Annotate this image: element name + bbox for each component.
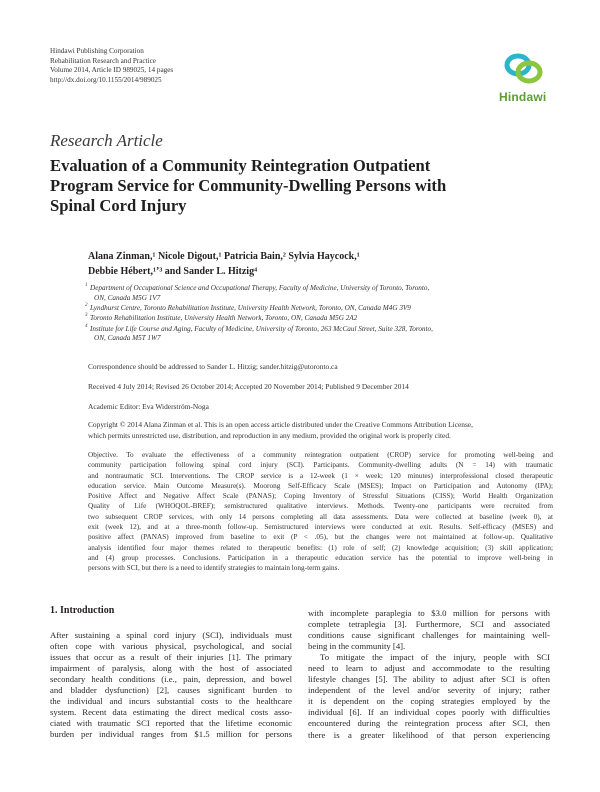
affiliation-line: Toronto Rehabilitation Institute, University Health Network, Toronto, ON, Canada M5G 2A2 [90,314,358,323]
hindawi-logo-text: Hindawi [499,90,547,104]
author-line: Alana Zinman,¹ Nicole Digout,¹ Patricia Bain,² Sylvia Haycock,¹ [88,251,360,262]
abstract-line: exit (week 12), and at a three-month follow-up. Semistructured interviews were conducted at exit. Results. Self-efficacy (MSES) and [88,523,553,532]
article-title [50,156,510,215]
body-line: being in the community [4]. [308,641,406,652]
journal-volume: Volume 2014, Article ID 989025, 14 pages [50,66,174,75]
author-list [88,250,528,279]
body-line: To mitigate the impact of the injury, people with SCI [320,652,550,663]
abstract [88,450,553,574]
abstract-line: Positive Affect and Negative Affect Scale (PANAS); Coping Inventory of Stressful Situations (CISS); World Health Organization [88,492,553,501]
body-line: complete tetraplegia [3]. Furthermore, SCI and associated [308,619,550,630]
abstract-line: positive affect (PANAS) improved from baseline to exit (P < .05), but the changes were not maintained at follow-up. Qualitative [88,533,553,542]
abstract-line: analysis identified four major themes related to therapeutic benefits: (1) role of self; (2) knowledge acquisition; (3) skill application; [88,543,553,552]
body-line: secondary health conditions (i.e., pain, depression, and bowel [50,674,292,685]
affiliation-line: Department of Occupational Science and Occupational Therapy, Faculty of Medicine, University of Toronto, Toronto, [90,284,430,292]
title-line: Spinal Cord Injury [50,195,187,215]
affiliations [86,284,526,345]
journal-publisher: Hindawi Publishing Corporation [50,47,144,55]
affiliation-number: 3 [85,313,88,319]
body-line: conditions cause significant challenges for maintaining well- [308,630,550,641]
author-line: Debbie Hébert,¹ʼ³ and Sander L. Hitzig⁴ [88,265,258,277]
copyright-notice [88,420,553,441]
title-line: Program Service for Community-Dwelling Persons with [50,175,447,195]
affiliation [86,325,526,345]
body-line: After sustaining a spinal cord injury (SCI), individuals must [50,630,292,640]
abstract-line: and nontraumatic SCI. Interventions. The CROP service is a 12-week (1 × week; 120 minutes) interprofessional closed therapeutic [88,471,553,480]
section-heading-introduction: 1. Introduction [50,605,115,616]
body-column-right [308,608,550,741]
body-line: issues that occur as a result of their injuries [1]. The primary [50,652,292,663]
journal-name: Rehabilitation Research and Practice [50,56,156,65]
affiliation-number: 1 [85,283,88,288]
body-line: and bladder dysfunction) [2], causes significant burden to [50,685,292,696]
abstract-line: persons with SCI, but there is a need to identify strategies to maintain long-term gains. [88,564,340,573]
body-column-left [50,630,292,740]
copyright-line: which permits unrestricted use, distribution, and reproduction in any medium, provided the original work is properly cited. [88,430,451,440]
body-line: the individual and incurs substantial costs to the healthcare [50,696,292,707]
body-line: impairment of paralysis, along with the host of associated [50,663,292,674]
affiliation-line: ON, Canada M5T 1W7 [94,334,161,343]
abstract-line: two subsequent CROP services, with only 14 persons completing all data assessments. Data were collected at baseline (week 0), at [88,512,553,521]
affiliation-number: 4 [85,323,88,329]
body-line: independent of the level and/or severity of injury; rather [308,685,550,696]
abstract-line: and (4) group processes. Conclusions. Participation in a therapeutic education service has the potential to improve well-being in [88,553,553,562]
abstract-line: community participation following spinal cord injury (SCI). Participants. Community-dwelling adults (N = 14) with traumatic [88,461,553,470]
abstract-line: Quality of Life (WHOQOL-BREF); semistructured qualitative interviews. Methods. Twenty-one participants were recruited from [88,502,553,511]
body-line: there is a greater likelihood of that person experiencing [308,729,550,740]
affiliation-number: 2 [85,303,88,309]
body-line: individual [6]. If an individual copes poorly with difficulties [308,707,550,718]
correspondence: Correspondence should be addressed to Sander L. Hitzig; sander.hitzig@utoronto.ca [88,362,338,371]
affiliation [86,314,526,324]
affiliation [86,284,526,304]
body-line: system. Recent data estimating the direct medical costs asso- [50,707,292,718]
article-dates: Received 4 July 2014; Revised 26 October 2014; Accepted 20 November 2014; Published 9 December 2014 [88,382,409,391]
journal-info [50,47,173,85]
affiliation-line: ON, Canada M5G 1V7 [94,293,161,302]
body-line: with incomplete paraplegia to $3.0 million for persons with [308,608,550,618]
body-line: encountered during the reintegration process after SCI, then [308,718,550,729]
body-line: need to learn to adjust and accommodate to the resulting [308,663,550,674]
body-line: burden per individual ranges from $1.5 million for persons [50,729,292,740]
hindawi-logo-mark-icon [498,50,550,90]
body-line: ciated with traumatic SCI reported that the lifetime economic [50,718,292,729]
affiliation-line: Lyndhurst Centre, Toronto Rehabilitation Institute, University Health Network, Toronto, ON, Canada M4G 3V9 [90,304,411,313]
affiliation [86,304,526,314]
academic-editor: Academic Editor: Eva Widerström-Noga [88,402,209,411]
hindawi-logo [498,50,550,104]
body-line: often cope with various physical, psychological, and social [50,641,292,652]
abstract-line: education service. Main Outcome Measure(s). Moorong Self-Efficacy Scale (MSES); Impact on Participation and Autonomy (IPA); [88,481,553,490]
title-line: Evaluation of a Community Reintegration Outpatient [50,156,431,175]
affiliation-line: Institute for Life Course and Aging, Faculty of Medicine, University of Toronto, 263 McCaul Street, Suite 328, Toronto, [90,324,433,333]
body-line: it is dependent on the coping strategies employed by the [308,696,550,707]
copyright-line: Copyright © 2014 Alana Zinman et al. This is an open access article distributed under the Creative Commons Attribution License, [88,420,473,429]
article-type: Research Article [50,131,163,150]
abstract-line: Objective. To evaluate the effectiveness of a community reintegration outpatient (CROP) service for promoting well-being and [88,451,553,459]
journal-doi-link[interactable]: http://dx.doi.org/10.1155/2014/989025 [50,75,162,84]
body-line: lifestyle changes [5]. The ability to adjust after SCI is often [308,674,550,685]
